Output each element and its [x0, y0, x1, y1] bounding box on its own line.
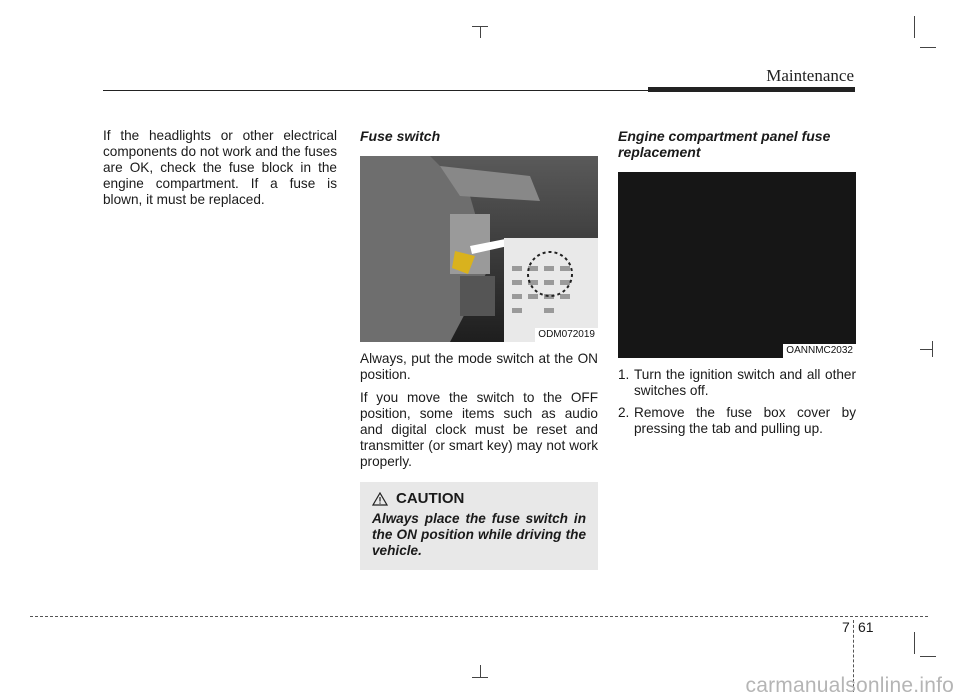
intro-paragraph: If the headlights or other electrical components do not work and the fuses are OK, check the fuse block in the engine compartment. If a fuse is blown, it must be replaced.	[103, 128, 337, 207]
header-rule	[103, 90, 648, 91]
column-panel-fuse	[618, 128, 856, 443]
caution-header	[372, 491, 586, 507]
crop-mark-top-h	[472, 26, 488, 27]
crop-mark-right-v	[932, 341, 933, 357]
fuse-switch-photo	[360, 156, 598, 342]
step-number: 2.	[618, 405, 630, 420]
corner-mark-tr-v	[914, 16, 915, 38]
corner-mark-br-v	[914, 632, 915, 654]
steps-list	[618, 367, 856, 437]
header-accent-bar	[648, 87, 855, 92]
panel-fuse-heading: Engine compartment panel fuse replacement	[618, 128, 831, 160]
caution-title: CAUTION	[396, 490, 465, 507]
fuse-switch-p1: Always, put the mode switch at the ON position.	[360, 351, 598, 382]
chapter-number: 7	[842, 619, 850, 635]
page-number: 61	[858, 619, 874, 635]
crop-mark-bottom-v	[480, 665, 481, 677]
panel-fuse-image-code: OANNMC2032	[783, 344, 856, 358]
crop-mark-right-h	[920, 349, 932, 350]
step-text: Turn the ignition switch and all other switches off.	[634, 367, 856, 398]
warning-triangle-icon	[372, 492, 388, 506]
corner-mark-tr-h	[920, 47, 936, 48]
step-number: 1.	[618, 367, 630, 382]
list-item	[618, 367, 856, 399]
column-intro	[103, 128, 337, 215]
corner-mark-br-h	[920, 656, 936, 657]
crop-mark-top-v	[480, 26, 481, 38]
fuse-switch-heading: Fuse switch	[360, 128, 441, 144]
panel-fuse-photo	[618, 172, 856, 358]
step-text: Remove the fuse box cover by pressing the tab and pulling up.	[634, 405, 856, 436]
crop-mark-bottom-h	[472, 677, 488, 678]
footer-rule	[30, 616, 928, 617]
section-title: Maintenance	[766, 66, 854, 85]
caution-box	[360, 482, 598, 570]
list-item	[618, 405, 856, 437]
watermark: carmanualsonline.info	[745, 674, 954, 697]
caution-text: Always place the fuse switch in the ON position while driving the vehicle.	[372, 511, 586, 558]
fuse-switch-p2: If you move the switch to the OFF position, some items such as audio and digital clock must be reset and transmitter (or smart key) may not work properly.	[360, 390, 598, 469]
column-fuse-switch	[360, 128, 598, 570]
fuse-switch-image-code: ODM072019	[535, 328, 598, 342]
fuse-switch-illustration	[360, 156, 598, 342]
